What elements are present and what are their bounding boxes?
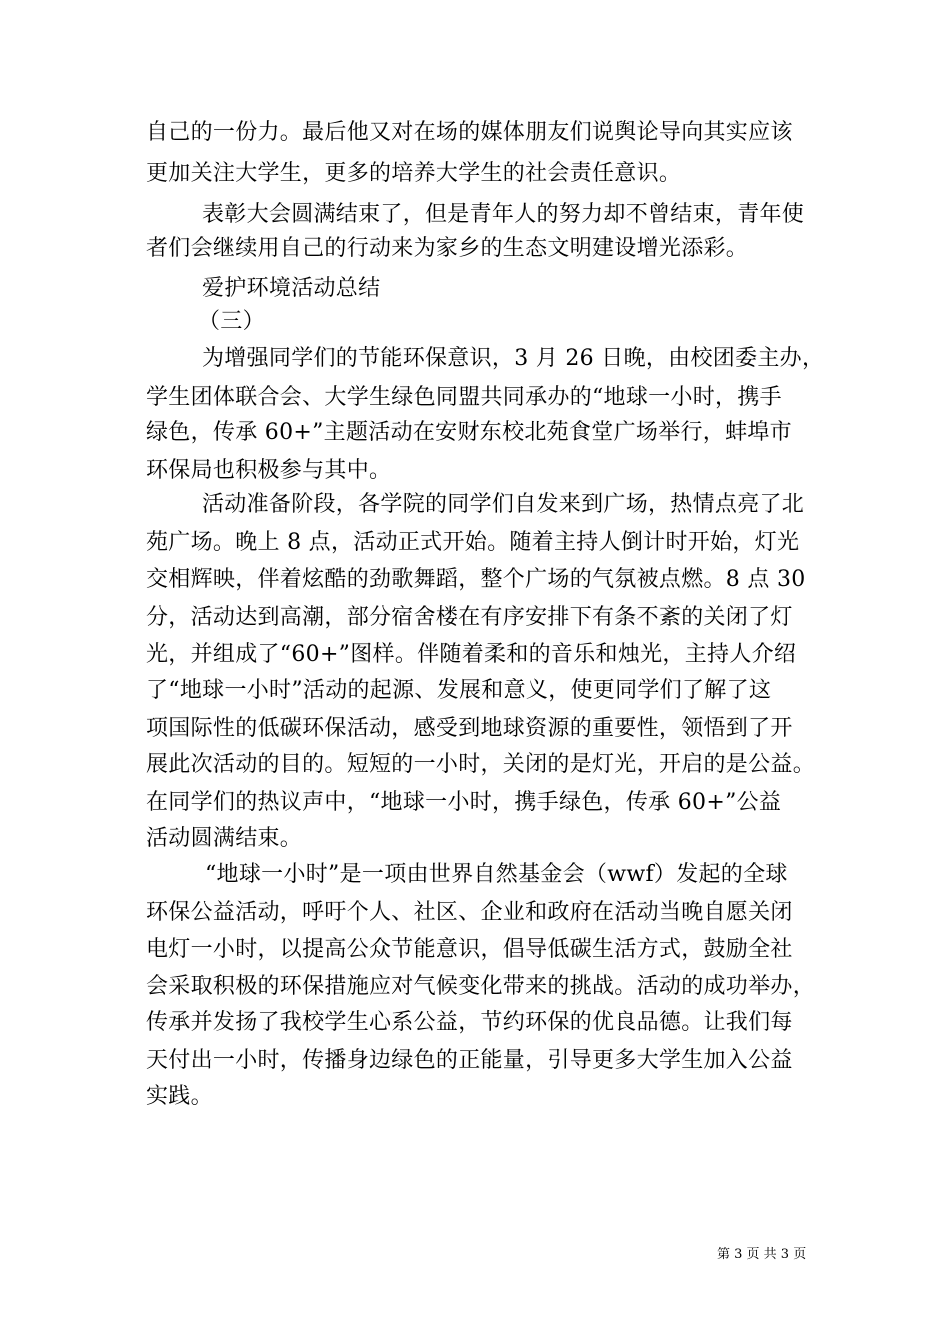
paragraph-line: 天付出一小时，传播身边绿色的正能量，引导更多大学生加入公益 (146, 1048, 793, 1073)
paragraph-line: 电灯一小时，以提高公众节能意识，倡导低碳生活方式，鼓励全社 (146, 937, 793, 962)
paragraph-line: 展此次活动的目的。短短的一小时，关闭的是灯光，开启的是公益。 (146, 752, 816, 777)
paragraph-line: 活动准备阶段，各学院的同学们自发来到广场，热情点亮了北 (202, 492, 805, 517)
section-number: （三） (198, 309, 265, 334)
paragraph-line: 交相辉映，伴着炫酷的劲歌舞蹈，整个广场的气氛被点燃。8 点 30 (146, 567, 806, 592)
paragraph-line: 者们会继续用自己的行动来为家乡的生态文明建设增光添彩。 (146, 236, 749, 261)
paragraph-line: 更加关注大学生，更多的培养大学生的社会责任意识。 (146, 161, 682, 186)
paragraph-line: 表彰大会圆满结束了，但是青年人的努力却不曾结束，青年使 (202, 202, 805, 227)
paragraph-line: “地球一小时”是一项由世界自然基金会（wwf）发起的全球 (205, 862, 788, 887)
paragraph-line: 会采取积极的环保措施应对气候变化带来的挑战。活动的成功举办， (146, 974, 816, 999)
paragraph-line: 光，并组成了“60+”图样。伴随着柔和的音乐和烛光，主持人介绍 (146, 642, 797, 667)
paragraph-line: 自己的一份力。最后他又对在场的媒体朋友们说舆论导向其实应该 (146, 120, 793, 145)
page-number: 第 3 页 共 3 页 (717, 1247, 807, 1262)
paragraph-line: 实践。 (146, 1084, 213, 1109)
paragraph-line: 了“地球一小时”活动的起源、发展和意义，使更同学们了解了这 (146, 678, 772, 703)
paragraph-line: 项国际性的低碳环保活动，感受到地球资源的重要性，领悟到了开 (146, 716, 793, 741)
paragraph-line: 分，活动达到高潮，部分宿舍楼在有序安排下有条不紊的关闭了灯 (146, 605, 793, 630)
paragraph-line: 苑广场。晚上 8 点，活动正式开始。随着主持人倒计时开始，灯光 (146, 530, 800, 555)
paragraph-line: 学生团体联合会、大学生绿色同盟共同承办的“地球一小时，携手 (146, 385, 782, 410)
paragraph-line: 环保公益活动，呼吁个人、社区、企业和政府在活动当晚自愿关闭 (146, 900, 793, 925)
paragraph-line: 传承并发扬了我校学生心系公益，节约环保的优良品德。让我们每 (146, 1010, 793, 1035)
paragraph-line: 绿色，传承 60+”主题活动在安财东校北苑食堂广场举行，蚌埠市 (146, 420, 792, 445)
paragraph-line: 环保局也积极参与其中。 (146, 458, 392, 483)
paragraph-line: 在同学们的热议声中，“地球一小时，携手绿色，传承 60+”公益 (146, 790, 782, 815)
paragraph-line: 活动圆满结束。 (146, 826, 303, 851)
paragraph-line: 为增强同学们的节能环保意识，3 月 26 日晚，由校团委主办， (202, 346, 825, 371)
section-heading: 爱护环境活动总结 (202, 276, 381, 301)
